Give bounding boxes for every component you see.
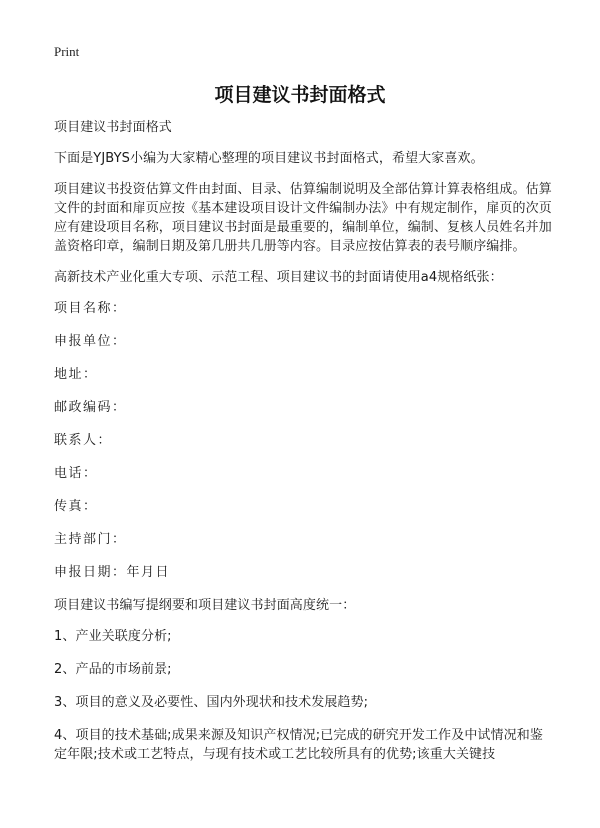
field-date: 申报日期：年月日: [54, 565, 171, 580]
page-title: 项目建议书封面格式: [214, 84, 386, 106]
field-address: 地址：: [54, 367, 98, 382]
field-project-name: 项目名称：: [54, 301, 127, 316]
list-item: 1、产业关联度分析;: [54, 629, 172, 644]
field-department: 主持部门：: [54, 532, 127, 547]
field-postcode: 邮政编码：: [54, 400, 127, 415]
estimate-paragraph: 项目建议书投资估算文件由封面、目录、估算编制说明及全部估算计算表格组成。估算文件的封面和扉页应按《基本建设项目设计文件编制办法》中有规定制作，扉页的次页应有建设项目名称，项目建议书封面是最重要的，编制单位，编制、复核人员姓名并加盖资格印章，编制日期及第几册共几册等内容。目录应按估算表的表号顺序编排。: [54, 182, 552, 254]
intro-paragraph: 下面是YJBYS小编为大家精心整理的项目建议书封面格式，希望大家喜欢。: [54, 151, 484, 166]
list-item: 2、产品的市场前景;: [54, 662, 172, 677]
outline-paragraph: 项目建议书编写提纲要和项目建议书封面高度统一：: [54, 598, 356, 613]
list-item: 3、项目的意义及必要性、国内外现状和技术发展趋势;: [54, 695, 369, 710]
document-body: [54, 118, 554, 778]
print-link[interactable]: Print: [54, 44, 80, 59]
field-applicant: 申报单位：: [54, 334, 127, 349]
field-phone: 电话：: [54, 466, 98, 481]
field-contact: 联系人：: [54, 433, 113, 448]
paper-size-paragraph: 高新技术产业化重大专项、示范工程、项目建议书的封面请使用a4规格纸张：: [54, 270, 503, 285]
field-fax: 传真：: [54, 499, 98, 514]
list-item: 4、项目的技术基础;成果来源及知识产权情况;已完成的研究开发工作及中试情况和鉴定年限;技术或工艺特点，与现有技术或工艺比较所具有的优势;该重大关键技: [54, 728, 543, 762]
document-subtitle: 项目建议书封面格式: [54, 120, 172, 135]
